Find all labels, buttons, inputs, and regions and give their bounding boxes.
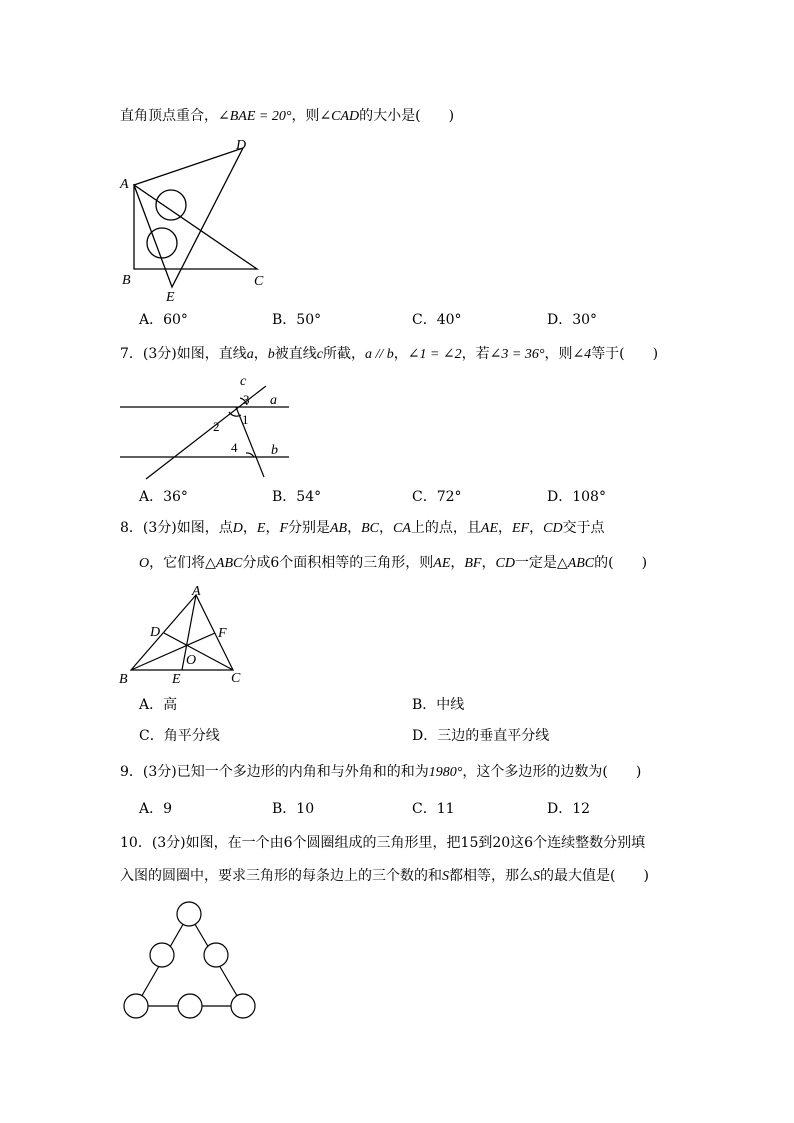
q8-option-a[interactable]: A．高 <box>139 697 178 713</box>
q8-math: E <box>256 521 266 536</box>
q7-math: ∠1 = ∠2 <box>407 347 462 362</box>
q6-given-angle: ∠BAE = 20° <box>218 109 292 124</box>
q6-option-a[interactable]: A．60° <box>139 312 188 328</box>
q10-stem-line1: 10．(3分)如图，在一个由6个圆圈组成的三角形里，把15到20这6个连续整数分别填 <box>120 835 646 851</box>
q8-math: F <box>279 521 288 536</box>
q8-option-d[interactable]: D．三边的垂直平分线 <box>412 728 550 744</box>
q10-math: S <box>533 869 540 884</box>
q7-label-1: 1 <box>242 412 249 427</box>
q6-label-e: E <box>166 290 175 305</box>
q8-text: ，它们将 <box>149 555 206 571</box>
q10-circle-bottom-right <box>231 994 255 1018</box>
q6-label-c: C <box>254 274 264 289</box>
q8-math: O <box>139 556 150 571</box>
q10-math: S <box>442 869 449 884</box>
q8-text: 上的点，且 <box>410 520 481 536</box>
q6-option-d[interactable]: D．30° <box>547 312 598 328</box>
q10-circle-bottom-mid <box>178 994 202 1018</box>
q6-option-b[interactable]: B．50° <box>272 312 322 328</box>
q7-math: ∠4 <box>572 347 592 362</box>
q7-option-c[interactable]: C．72° <box>412 489 462 505</box>
q8-text: 一定是 <box>514 555 557 571</box>
q9-text: ，这个多边形的边数为( ) <box>462 764 642 780</box>
q8-math: EF <box>512 521 530 536</box>
q7-text: ，则 <box>544 346 573 362</box>
q8-math: AE <box>433 556 451 571</box>
q8-math: △ABC <box>205 556 243 571</box>
q7-label-c: c <box>240 374 247 389</box>
q6-text: ，则 <box>291 108 320 124</box>
q8-label-o: O <box>186 653 197 668</box>
q8-text: ， <box>242 520 257 536</box>
q6-label-b: B <box>122 273 131 288</box>
q8-option-c[interactable]: C．角平分线 <box>139 728 220 744</box>
q9-value: 1980° <box>428 765 463 780</box>
q7-math: ∠3 = 36° <box>489 347 545 362</box>
q8-text: ， <box>347 520 362 536</box>
q8-math: BF <box>464 556 482 571</box>
q9-option-b[interactable]: B．10 <box>272 801 315 817</box>
q8-math: CA <box>393 521 411 536</box>
q7-math: c <box>316 347 323 362</box>
q7-text: 等于( ) <box>591 346 659 362</box>
q7-label-4: 4 <box>231 440 238 455</box>
q7-option-d[interactable]: D．108° <box>547 489 606 505</box>
q10-circle-bottom-left <box>124 994 148 1018</box>
q7-math: a <box>246 347 254 362</box>
q8-text: 8．(3分)如图，点 <box>120 520 233 536</box>
q10-circle-top <box>177 902 201 926</box>
q8-text: 的( ) <box>594 555 648 571</box>
q8-text: ， <box>498 520 512 536</box>
q7-label-a: a <box>270 393 277 408</box>
q8-math: BC <box>361 521 379 536</box>
q8-option-b[interactable]: B．中线 <box>412 697 465 713</box>
q6-target-angle: ∠CAD <box>319 109 360 124</box>
q10-circle-mid-right <box>204 943 228 967</box>
q8-text: 交于点 <box>562 520 605 536</box>
q6-label-a: A <box>120 177 129 192</box>
q8-math: D <box>232 521 243 536</box>
q7-text: ， <box>393 346 408 362</box>
q8-math: CD <box>495 556 515 571</box>
q8-text: ， <box>379 520 393 536</box>
q9-option-a[interactable]: A．9 <box>139 801 173 817</box>
q7-option-a[interactable]: A．36° <box>139 489 188 505</box>
q8-math: AE <box>480 521 498 536</box>
q7-math: b <box>267 347 275 362</box>
q8-math: CD <box>543 521 563 536</box>
q7-text: 所截， <box>322 346 365 362</box>
q8-text: ， <box>265 520 280 536</box>
q10-text: 都相等，那么 <box>449 868 533 884</box>
q10-text: 入图的圆圈中，要求三角形的每条边上的三个数的和 <box>120 868 442 884</box>
q8-label-d: D <box>150 625 161 640</box>
q10-text: 的最大值是( ) <box>540 868 649 884</box>
q8-math: AB <box>330 521 348 536</box>
q8-label-a: A <box>192 584 201 599</box>
q6-text: 的大小是( ) <box>359 108 455 124</box>
q7-label-b: b <box>271 443 278 458</box>
q8-text: ， <box>450 555 465 571</box>
q8-label-e: E <box>172 672 181 687</box>
q9-option-d[interactable]: D．12 <box>547 801 591 817</box>
q8-text: ， <box>529 520 544 536</box>
q8-text: 分别是 <box>288 520 330 536</box>
q8-label-f: F <box>218 626 227 641</box>
q9-option-c[interactable]: C．11 <box>412 801 455 817</box>
q8-label-c: C <box>231 671 241 686</box>
q9-text: 9．(3分)已知一个多边形的内角和与外角和的和为 <box>120 764 429 780</box>
q7-option-b[interactable]: B．54° <box>272 489 322 505</box>
q6-text: 直角顶点重合， <box>120 108 218 124</box>
q7-label-3: 3 <box>243 392 250 407</box>
q8-text: 分成6个面积相等的三角形，则 <box>242 555 434 571</box>
q7-text: ， <box>253 346 268 362</box>
q10-circle-mid-left <box>150 943 174 967</box>
q7-text: 被直线 <box>274 346 317 362</box>
q8-math: △ABC <box>556 556 595 571</box>
q7-math: a // b <box>364 347 394 362</box>
q8-label-b: B <box>119 672 128 687</box>
q6-label-d: D <box>236 138 247 153</box>
q7-label-2: 2 <box>213 419 220 434</box>
q7-text: ，若 <box>461 346 490 362</box>
q8-text: ， <box>481 555 496 571</box>
q7-text: 7．(3分)如图，直线 <box>120 346 247 362</box>
q6-option-c[interactable]: C．40° <box>412 312 462 328</box>
